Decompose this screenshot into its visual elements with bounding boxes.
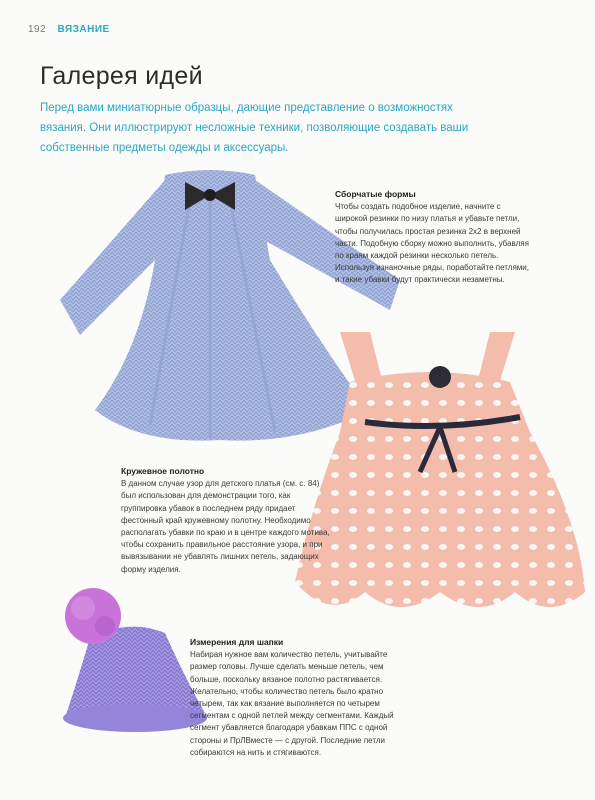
caption-text: Чтобы создать подобное изделие, начните с широкой резинки по низу платья и убавьте петли, чтобы получилась простая резинка 2х2 в верхней части. Подобную сборку можно выполнить, убавляя по краям каждой резинки несколько петель. Используя изнаночные ряды, поработайте петлями, и такие убавки будут практически незаметны. <box>335 202 529 285</box>
pompom-icon <box>65 588 121 644</box>
caption-text: В данном случае узор для детского платья (см. с. 84) был использован для демонстрации того, как группировка убавок в последнем ряду придает фестонный край кружевному полотну. Необходимо располагать убавки по краю и в центре каждого мотива, чтобы сохранить правильное расстояние узора, и при вывязывании не убавлять лишних петель, задающих форму изделия. <box>121 479 330 574</box>
caption-lace <box>121 465 331 576</box>
caption-title: Сборчатые формы <box>335 189 416 199</box>
page-title: Галерея идей <box>40 62 203 90</box>
knitted-hat-image <box>45 578 210 738</box>
caption-title: Кружевное полотно <box>121 466 205 476</box>
caption-hat <box>190 636 410 759</box>
knitted-pink-dress-image <box>290 322 590 622</box>
page-number: 192 <box>28 24 47 35</box>
caption-text: Набирая нужное вам количество петель, учитывайте размер головы. Лучше сделать меньше петель, чем больше, поскольку вязаное полотно растягивается. Желательно, чтобы количество петель было кратно четырем, так как вязание выполняется по четырем сегментам с одной петлей между сегментами. Каждый сегмент убавляется благодаря убавкам ППС с одной стороны и ПрЛВместе — с другой. Последние петли собираются на нить и стягиваются. <box>190 650 394 757</box>
caption-title: Измерения для шапки <box>190 637 284 647</box>
running-header <box>28 24 110 35</box>
section-title: ВЯЗАНИЕ <box>57 24 110 35</box>
intro-paragraph: Перед вами миниатюрные образцы, дающие представление о возможностях вязания. Они иллюстрируют несложные техники, позволяющие создавать ваши собственные предметы одежды и аксессуары. <box>40 102 469 154</box>
caption-gathered <box>335 188 535 287</box>
